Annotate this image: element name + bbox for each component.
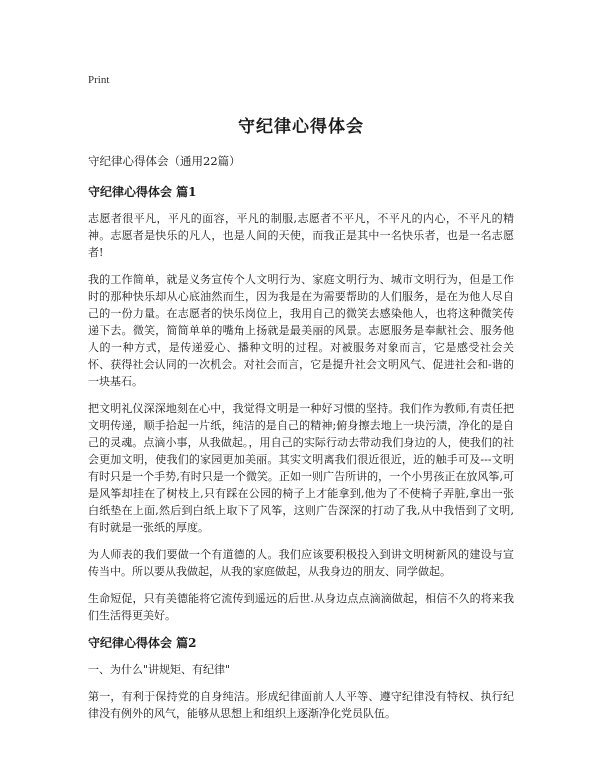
section-2-paragraph-2: 第一，有利于保持党的自身纯洁。形成纪律面前人人平等、遵守纪律没有特权、执行纪律没有例外的风气，能够从思想上和组织上逐渐净化党员队伍。 — [88, 690, 514, 720]
section-1-paragraph-1: 志愿者很平凡，平凡的面容，平凡的制服,志愿者不平凡，不平凡的内心，不平凡的精神。志愿者是快乐的凡人，也是人间的天使，而我正是其中一名快乐者，也是一名志愿者! — [88, 212, 514, 259]
document-page — [88, 68, 514, 732]
section-1-paragraph-3: 把文明礼仪深深地刻在心中，我觉得文明是一种好习惯的坚持。我们作为教师,有责任把文明传递，顺手拾起一片纸，纯洁的是自己的精神;俯身擦去地上一块污渍，净化的是自己的灵魂。点滴小事，从我做起。，用自己的实际行动去带动我们身边的人，使我们的社会更加文明，使我们的家园更加美丽。其实文明离我们很近很近，近的触手可及---文明有时只是一个手势,有时只是一个微笑。正如一则广告所讲的，一个小男孩正在放风筝,可是风筝却挂在了树枝上,只有踩在公园的椅子上才能拿到,他为了不使椅子弄脏,拿出一张白纸垫在上面,然后到白纸上取下了风筝，这则广告深深的打动了我,从中我悟到了文明,有时就是一张纸的厚度。 — [88, 402, 514, 534]
print-link[interactable]: Print — [88, 74, 110, 86]
section-1-paragraph-4: 为人师表的我们要做一个有道德的人。我们应该要积极投入到讲文明树新风的建设与宣传当中。所以要从我做起，从我的家庭做起，从我身边的朋友、同学做起。 — [88, 548, 514, 578]
section-heading-2: 守纪律心得体会 篇2 — [88, 636, 197, 650]
section-2-paragraph-1: 一、为什么"讲规矩、有纪律" — [88, 663, 231, 676]
page-title: 守纪律心得体会 — [238, 117, 364, 137]
section-1-paragraph-5: 生命短促，只有美德能将它流传到遥远的后世.从身边点点滴滴做起，相信不久的将来我们生活得更美好。 — [88, 592, 514, 622]
document-subtitle: 守纪律心得体会（通用22篇） — [88, 154, 241, 168]
section-heading-1: 守纪律心得体会 篇1 — [88, 185, 197, 199]
section-1-paragraph-2: 我的工作简单，就是义务宣传个人文明行为、家庭文明行为、城市文明行为，但是工作时的那种快乐却从心底油然而生，因为我是在为需要帮助的人们服务，是在为他人尽自己的一份力量。在志愿者的快乐岗位上，我用自己的微笑去感染他人，也将这种微笑传递下去。微笑，简简单单的嘴角上扬就是最美丽的风景。志愿服务是奉献社会、服务他人的一种方式，是传递爱心、播种文明的过程。对被服务对象而言，它是感受社会关怀、获得社会认同的一次机会。对社会而言，它是提升社会文明风气、促进社会和-谐的一块基石。 — [88, 273, 514, 388]
